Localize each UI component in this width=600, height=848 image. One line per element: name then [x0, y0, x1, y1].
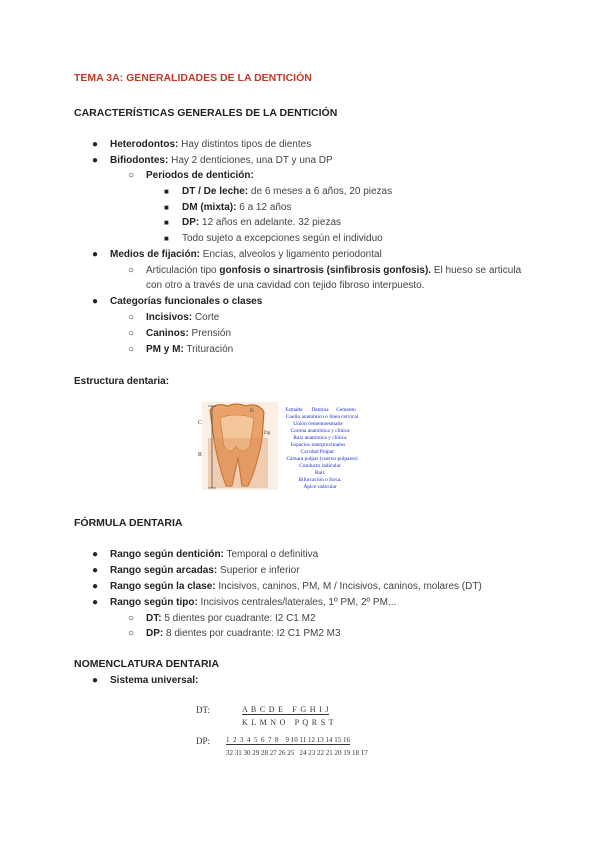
bullet-square: ■ — [164, 187, 169, 196]
bullet-circle: ○ — [128, 312, 135, 323]
legend-label: Bifurcación o furca. — [298, 477, 342, 483]
dp-label: DP: — [196, 736, 211, 746]
legend-label: Cámara pulpar (cuerno pulpares) — [286, 456, 358, 462]
dt-row-upper: A B C D E F G H I J — [242, 705, 330, 714]
section-heading-formula: FÓRMULA DENTARIA — [74, 517, 183, 529]
bullet-dot: ● — [92, 249, 99, 260]
bullet-dot: ● — [92, 296, 99, 307]
bullet-dot: ● — [92, 565, 99, 576]
list-item: PM y M: Trituración — [146, 344, 234, 355]
legend-label: Cavidad Pulpar: — [300, 449, 336, 455]
side-label: D — [250, 409, 254, 414]
bullet-circle: ○ — [128, 613, 135, 624]
dt-label: DT: — [196, 705, 211, 715]
bullet-square: ■ — [164, 203, 169, 212]
list-item: Rango según tipo: Incisivos centrales/laterales, 1º PM, 2º PM... — [110, 597, 397, 608]
bullet-circle: ○ — [128, 628, 135, 639]
list-item: DP: 8 dientes por cuadrante: I2 C1 PM2 M3 — [146, 628, 341, 639]
list-item: DT: 5 dientes por cuadrante: I2 C1 M2 — [146, 613, 316, 624]
list-item: Rango según la clase: Incisivos, caninos, PM, M / Incisivos, caninos, molares (DT) — [110, 581, 482, 592]
bullet-dot: ● — [92, 155, 99, 166]
list-item: Rango según arcadas: Superior e inferior — [110, 565, 300, 576]
legend-label: Cemento — [336, 407, 356, 413]
legend-label: Raíz anatómica y clínica — [293, 435, 347, 441]
bullet-dot: ● — [92, 597, 99, 608]
bullet-circle: ○ — [128, 170, 135, 181]
bullet-square: ■ — [164, 234, 169, 243]
side-label: C — [198, 420, 203, 426]
side-label: Dp — [264, 431, 271, 436]
legend-label: Corona anatómica y clínica — [290, 428, 350, 434]
dp-row-upper: 1 2 3 4 5 6 7 8 9 10 11 12 13 14 15 16 — [226, 736, 350, 744]
bullet-circle: ○ — [128, 328, 135, 339]
legend-label: Raíz — [315, 470, 325, 476]
list-item: DP: 12 años en adelante. 32 piezas — [182, 217, 342, 228]
bullet-dot: ● — [92, 675, 99, 686]
bullet-dot: ● — [92, 139, 99, 150]
tooth-structure-figure — [196, 400, 376, 492]
side-label: R — [198, 452, 203, 458]
list-item: Todo sujeto a excepciones según el individuo — [182, 233, 383, 244]
legend-label: Dentina — [311, 407, 329, 413]
list-item: Heterodontos: Hay distintos tipos de dientes — [110, 139, 312, 150]
legend-label: Espacios interproximales — [290, 442, 346, 448]
list-item: Categorías funcionales o clases — [110, 296, 263, 307]
list-item: Periodos de dentición: — [146, 170, 254, 181]
page-title: TEMA 3A: GENERALIDADES DE LA DENTICIÓN — [74, 72, 312, 84]
list-item-continuation: con otro a través de una cavidad con tejido fibroso interpuesto. — [146, 280, 425, 291]
list-item: Caninos: Prensión — [146, 328, 232, 339]
universal-system-figure — [196, 703, 406, 763]
list-item: Incisivos: Corte — [146, 312, 220, 323]
legend-label: Conducto radicular — [299, 463, 341, 469]
bullet-circle: ○ — [128, 265, 135, 276]
legend-label: Esmalte — [285, 407, 303, 413]
legend-label: Cuello anatómico o línea cervical — [285, 414, 359, 420]
dp-row-lower: 32 31 30 29 28 27 26 25 24 23 22 21 20 19 18 17 — [226, 749, 368, 757]
list-item: Articulación tipo gonfosis o sinartrosis (sinfibrosis gonfosis). El hueso se articula — [146, 265, 522, 276]
list-item: Sistema universal: — [110, 675, 199, 686]
section-heading-nomenclatura: NOMENCLATURA DENTARIA — [74, 658, 220, 670]
bullet-circle: ○ — [128, 344, 135, 355]
bullet-dot: ● — [92, 549, 99, 560]
bullet-square: ■ — [164, 218, 169, 227]
legend-label: Unión cementoesmalte — [293, 421, 343, 427]
list-item: Bifiodontes: Hay 2 denticiones, una DT y una DP — [110, 155, 333, 166]
dt-row-lower: K L M N O P Q R S T — [242, 718, 335, 727]
list-item: Rango según dentición: Temporal o definitiva — [110, 549, 319, 560]
legend-label: Ápice radicular — [303, 484, 337, 490]
section-heading-estructura: Estructura dentaria: — [74, 376, 170, 387]
list-item: Medios de fijación: Encías, alveolos y ligamento periodontal — [110, 249, 382, 260]
list-item: DM (mixta): 6 a 12 años — [182, 202, 292, 213]
bullet-dot: ● — [92, 581, 99, 592]
list-item: DT / De leche: de 6 meses a 6 años, 20 piezas — [182, 186, 393, 197]
section-heading-caracteristicas: CARACTERÍSTICAS GENERALES DE LA DENTICIÓN — [74, 107, 338, 119]
